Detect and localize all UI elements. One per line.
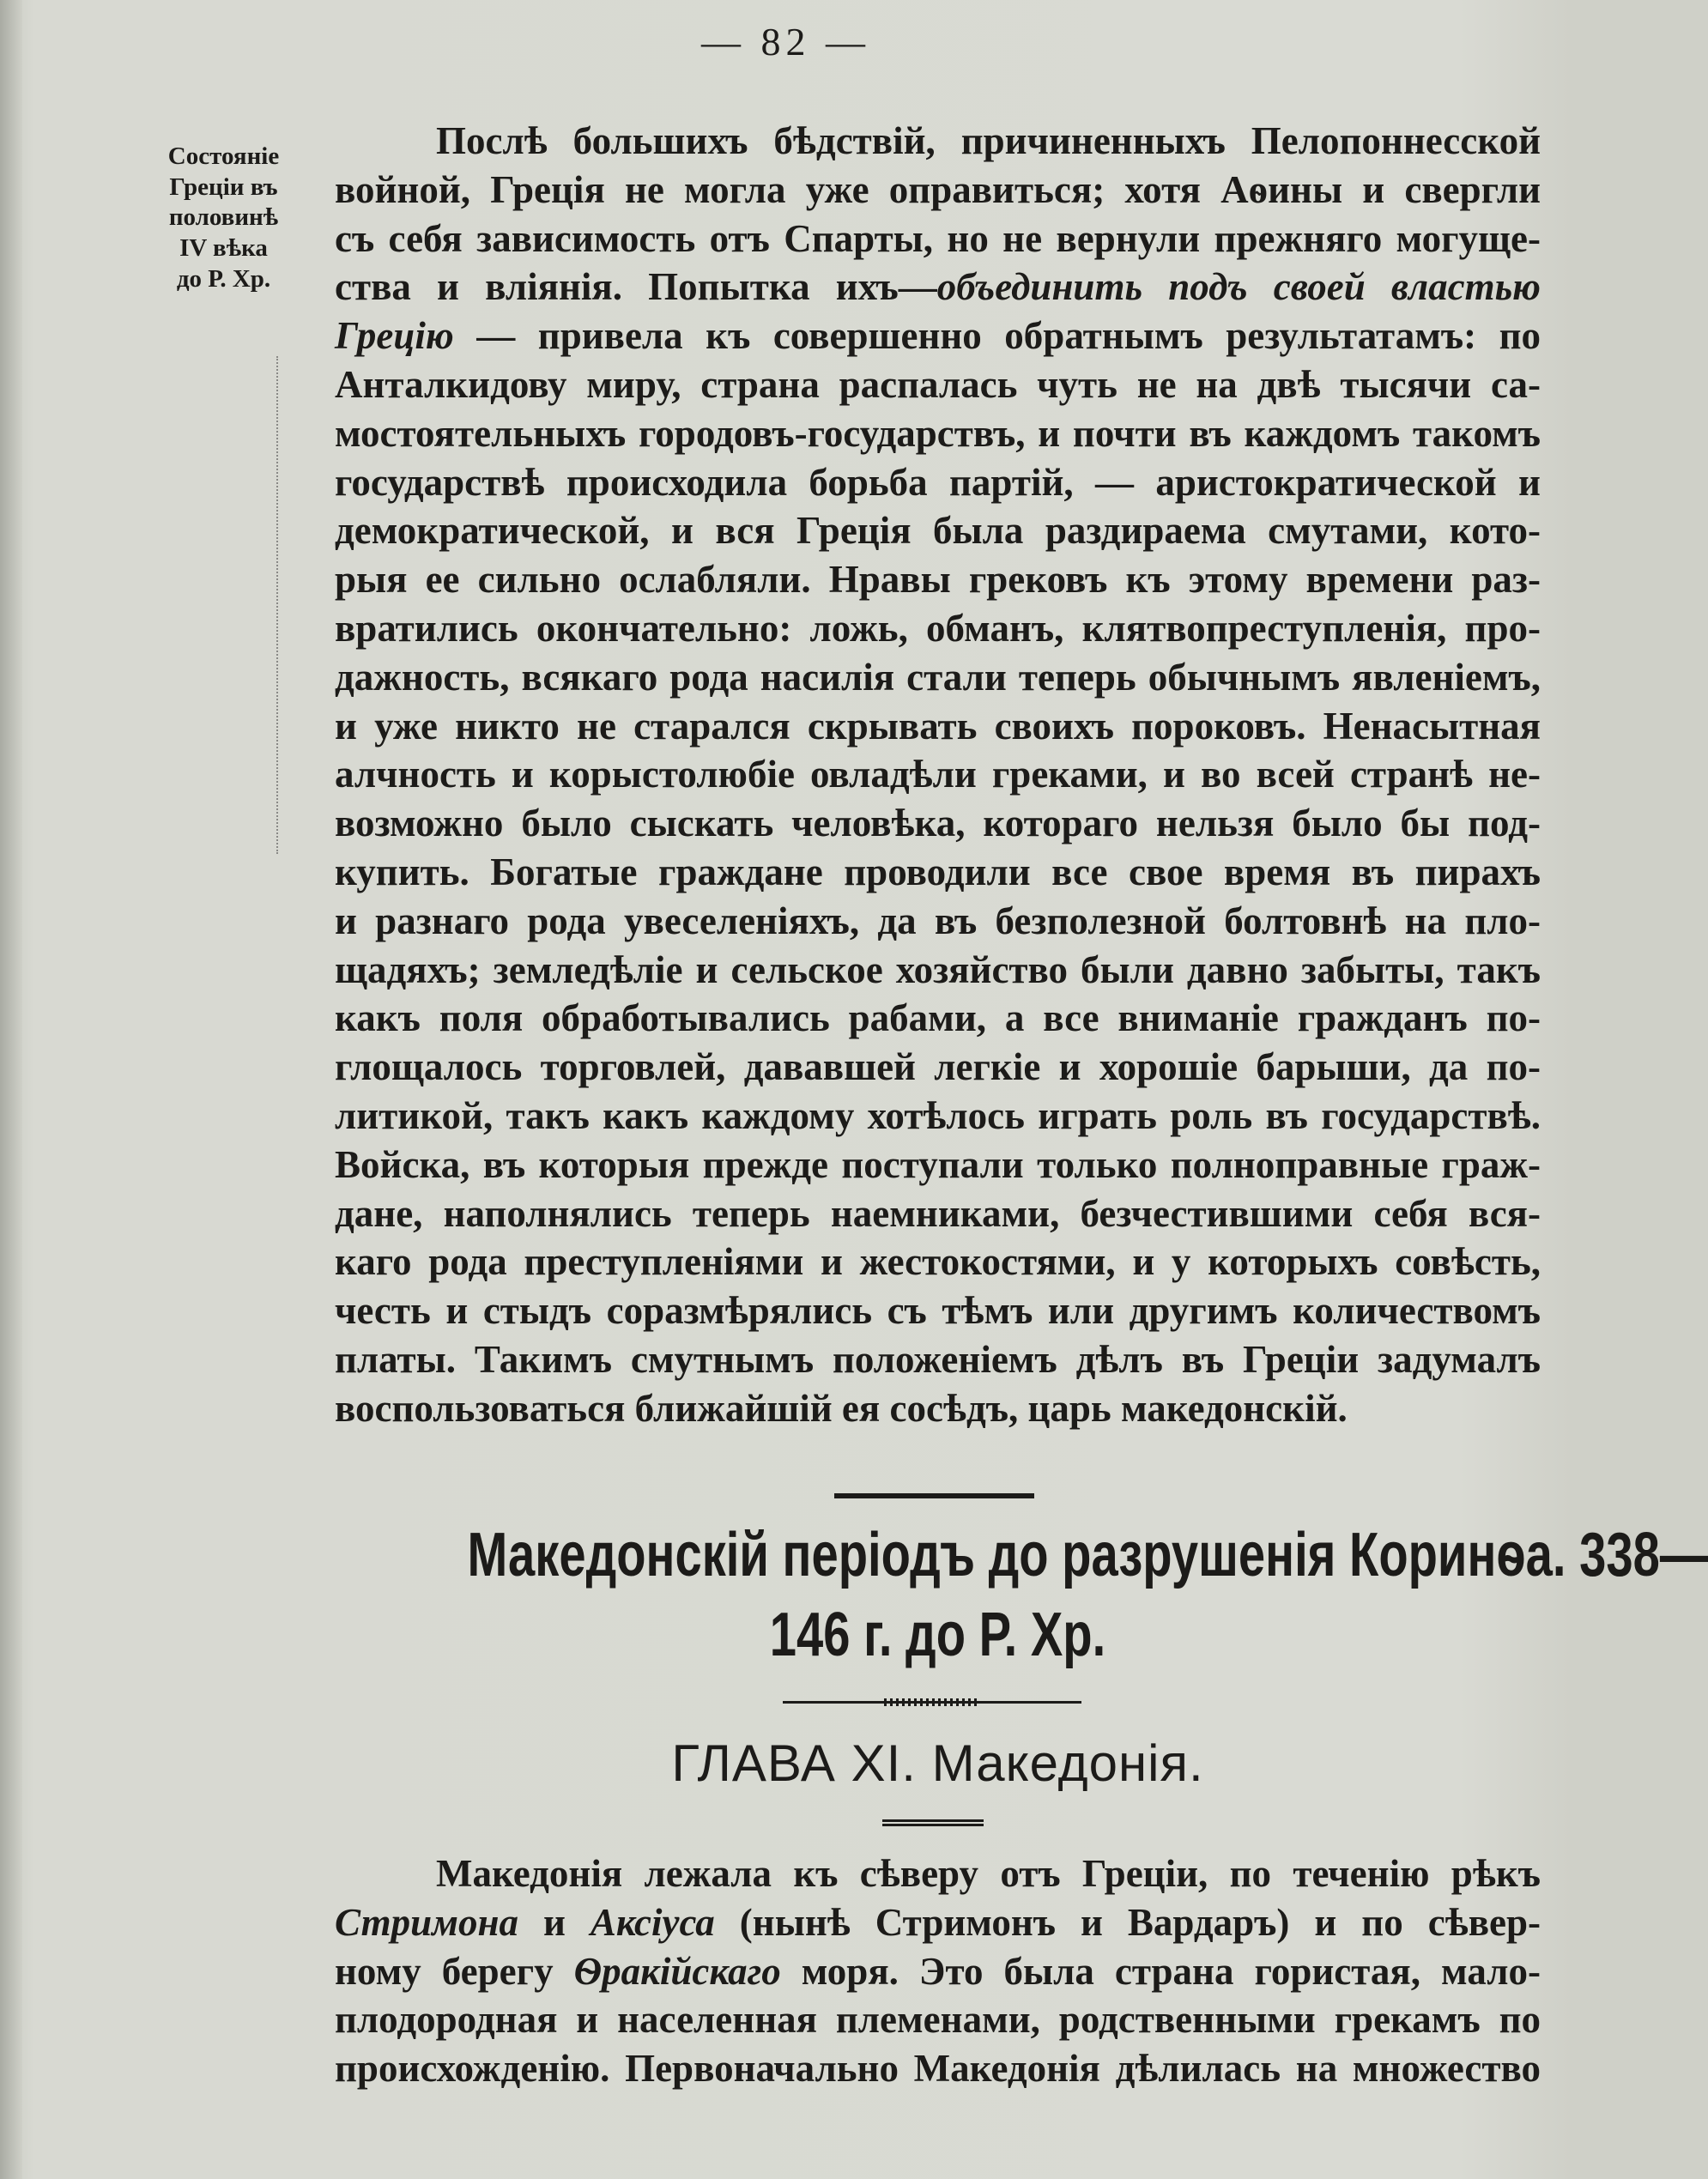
text-line: вратились окончательно: ложь, обманъ, клятвопреступленія, про- [335,606,1541,650]
section-title-line: Македонскій періодъ до разрушенія Коринѳа. 338— [467,1521,1708,1589]
text-line: дажность, всякаго рода насилія стали теперь обычнымъ явленіемъ, [335,655,1541,699]
emphasis: Аксіуса [590,1900,715,1944]
section-divider-rule [834,1493,1034,1498]
margin-note-line: IV вѣка [179,233,268,262]
paragraph-1 [335,117,1541,1433]
section-title [467,1516,1708,1675]
text-line: платы. Такимъ смутнымъ положеніемъ дѣлъ въ Греціи задумалъ [335,1337,1541,1381]
margin-note [136,142,312,294]
text-line: и разнаго рода увеселеніяхъ, да въ безполезной болтовнѣ на пло- [335,899,1541,942]
text-line: рыя ее сильно ослабляли. Нравы грековъ къ этому времени раз- [335,558,1541,602]
text-line: и уже никто не старался скрывать своихъ пороковъ. Ненасытная [335,704,1541,748]
text-line: какъ поля обработывались рабами, а все вниманіе гражданъ по- [335,996,1541,1040]
text-line: купить. Богатые граждане проводили все свое время въ пирахъ [335,850,1541,893]
text-line: глощалось торговлей, дававшей легкіе и хорошіе барыши, да по- [335,1045,1541,1089]
emphasis: Ѳракійскаго [573,1949,781,1993]
page-number: — 82 — [701,20,870,64]
text-line: Анталкидову миру, страна распалась чуть не на двѣ тысячи са- [335,362,1541,406]
text-line: ному берегу Ѳракійскаго моря. Это была страна гористая, мало- [335,1949,1541,1993]
text-line: государствѣ происходила борьба партій, — аристократической и [335,460,1541,504]
double-rule [882,1819,984,1826]
text-line: демократической, и вся Греція была раздираема смутами, кото- [335,509,1541,553]
text-line: Послѣ большихъ бѣдствій, причиненныхъ Пелопоннесской [436,119,1541,162]
margin-note-line: Греціи въ [169,173,278,201]
text-line: Грецію — привела къ совершенно обратнымъ результатамъ: по [335,314,1541,358]
paragraph-2 [335,1849,1541,2093]
text-line: Стримона и Аксіуса (нынѣ Стримонъ и Вардаръ) и по сѣвер- [335,1900,1541,1944]
ornamental-rule [783,1701,1081,1704]
text-line: алчность и корыстолюбіе овладѣли греками, и во всей странѣ не- [335,753,1541,796]
text-line: Войска, въ которыя прежде поступали только полноправные граж- [335,1142,1541,1186]
margin-dotted-rule [276,356,280,854]
text-line: щадяхъ; земледѣліе и сельское хозяйство были давно забыты, такъ [335,947,1541,991]
gutter-shadow [0,0,22,2179]
chapter-title: ГЛАВА XI. Македонія. [671,1734,1204,1792]
text-line: войной, Греція не могла уже оправиться; хотя Аѳины и свергли [335,167,1541,211]
emphasis: объединить подъ своей властью [936,265,1541,309]
text-line: ства и вліянія. Попытка ихъ—объединить подъ своей властью [335,265,1541,309]
emphasis: Стримона [335,1900,518,1944]
margin-note-line: половинѣ [168,203,279,232]
text-line: дане, наполнялись теперь наемниками, безчестившими себя вся- [335,1191,1541,1235]
section-title-line: 146 г. до Р. Хр. [769,1601,1106,1669]
emphasis: Грецію [335,314,454,358]
text-line: происхожденію. Первоначально Македонія дѣлилась на множество [335,2047,1541,2091]
text-line: плодородная и населенная племенами, родственными грекамъ по [335,1998,1541,2042]
text-line: воспользоваться ближайшій ея сосѣдъ, царь македонскій. [335,1386,1348,1430]
text-line: возможно было сыскать человѣка, котораго нельзя было бы под- [335,802,1541,845]
margin-note-line: до Р. Хр. [176,264,271,293]
text-line: съ себя зависимость отъ Спарты, но не вернули прежняго могуще- [335,216,1541,260]
text-line: честь и стыдъ соразмѣрялись съ тѣмъ или другимъ количествомъ [335,1289,1541,1333]
margin-note-line: Состояніе [167,142,280,170]
text-line: мостоятельныхъ городовъ-государствъ, и почти въ каждомъ такомъ [335,411,1541,455]
text-line: литикой, такъ какъ каждому хотѣлось играть роль въ государствѣ. [335,1093,1541,1137]
text-line: каго рода преступленіями и жестокостями, и у которыхъ совѣсть, [335,1240,1541,1284]
text-line: Македонія лежала къ сѣверу отъ Греціи, по теченію рѣкъ [436,1852,1541,1895]
